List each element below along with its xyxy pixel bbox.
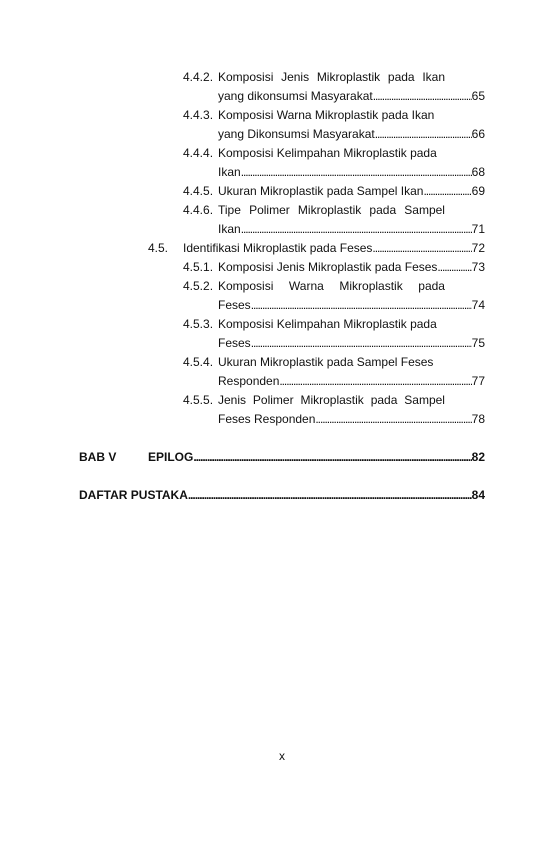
toc-entry-number: 4.4.5. xyxy=(183,184,214,198)
toc-entry-number: 4.5.1. xyxy=(183,260,214,274)
toc-entry-number: 4.4.2. xyxy=(183,70,214,84)
leader-dots xyxy=(372,240,471,257)
toc-entry-line: Feses . . . 74 xyxy=(218,297,485,314)
leader-dots xyxy=(423,183,471,200)
leader-dots xyxy=(241,221,472,238)
chapter-label: BAB V xyxy=(79,450,117,464)
toc-entry-line: yang Dikonsumsi Masyarakat . . . 66 xyxy=(218,126,485,143)
toc-entry-title: Komposisi Warna Mikroplastik pada Ikan xyxy=(218,108,435,122)
toc-page-number: 66 xyxy=(471,127,485,141)
toc-entry-number: 4.5.4. xyxy=(183,355,214,369)
toc-entry-line: Feses Responden . . . 78 xyxy=(218,411,485,428)
toc-entry-number: 4.5.3. xyxy=(183,317,214,331)
leader-dots xyxy=(251,335,472,352)
leader-dots xyxy=(375,126,472,143)
toc-entry-number: 4.4.3. xyxy=(183,108,214,122)
toc-page-number: 74 xyxy=(471,298,485,312)
toc-entry-title: Tipe Polimer Mikroplastik pada Sampel xyxy=(218,203,445,217)
toc-page-number: 77 xyxy=(471,374,485,388)
toc-page-number: 82 xyxy=(471,450,485,464)
page-number: x xyxy=(279,749,285,763)
toc-page-number: 84 xyxy=(471,488,485,502)
toc-page-number: 68 xyxy=(471,165,485,179)
toc-page-number: 65 xyxy=(471,89,485,103)
toc-page-number: 78 xyxy=(471,412,485,426)
toc-entry-title: Komposisi Jenis Mikroplastik pada Ikan xyxy=(218,70,445,84)
toc-entry-line: Ikan . . . 71 xyxy=(218,221,485,238)
leader-dots xyxy=(241,164,472,181)
toc-entry-line: Komposisi Jenis Mikroplastik pada Feses . . . 73 xyxy=(218,259,485,276)
chapter-line: EPILOG . . . 82 xyxy=(148,449,485,466)
toc-entry-title: Komposisi Warna Mikroplastik pada xyxy=(218,279,445,293)
toc-entry-number: 4.5.5. xyxy=(183,393,214,407)
toc-section-number: 4.5. xyxy=(148,241,169,255)
toc-entry-number: 4.4.6. xyxy=(183,203,214,217)
toc-entry-line: yang dikonsumsi Masyarakat . . . 65 xyxy=(218,88,485,105)
leader-dots xyxy=(279,373,471,390)
toc-page-number: 69 xyxy=(471,184,485,198)
toc-entry-title: Komposisi Kelimpahan Mikroplastik pada xyxy=(218,146,437,160)
toc-page-number: 72 xyxy=(471,241,485,255)
toc-entry-line: Ikan . . . 68 xyxy=(218,164,485,181)
leader-dots xyxy=(193,449,471,466)
leader-dots xyxy=(373,88,472,105)
toc-entry-title: Ukuran Mikroplastik pada Sampel Feses xyxy=(218,355,434,369)
toc-page-number: 73 xyxy=(471,260,485,274)
toc-section-line: Identifikasi Mikroplastik pada Feses . . . 72 xyxy=(183,240,485,257)
toc-entry-title: Komposisi Kelimpahan Mikroplastik pada xyxy=(218,317,437,331)
toc-page-number: 71 xyxy=(471,222,485,236)
toc-entry-line: Feses . . . 75 xyxy=(218,335,485,352)
toc-entry-title: Jenis Polimer Mikroplastik pada Sampel xyxy=(218,393,445,407)
toc-entry-line: Ukuran Mikroplastik pada Sampel Ikan . . . 69 xyxy=(218,183,485,200)
toc-entry-number: 4.4.4. xyxy=(183,146,214,160)
toc-page-number: 75 xyxy=(471,336,485,350)
leader-dots xyxy=(251,297,472,314)
bibliography-line: DAFTAR PUSTAKA . . . 84 xyxy=(79,487,485,504)
leader-dots xyxy=(437,259,471,276)
toc-entry-line: Responden . . . 77 xyxy=(218,373,485,390)
toc-entry-number: 4.5.2. xyxy=(183,279,214,293)
leader-dots xyxy=(315,411,471,428)
leader-dots xyxy=(188,487,472,504)
